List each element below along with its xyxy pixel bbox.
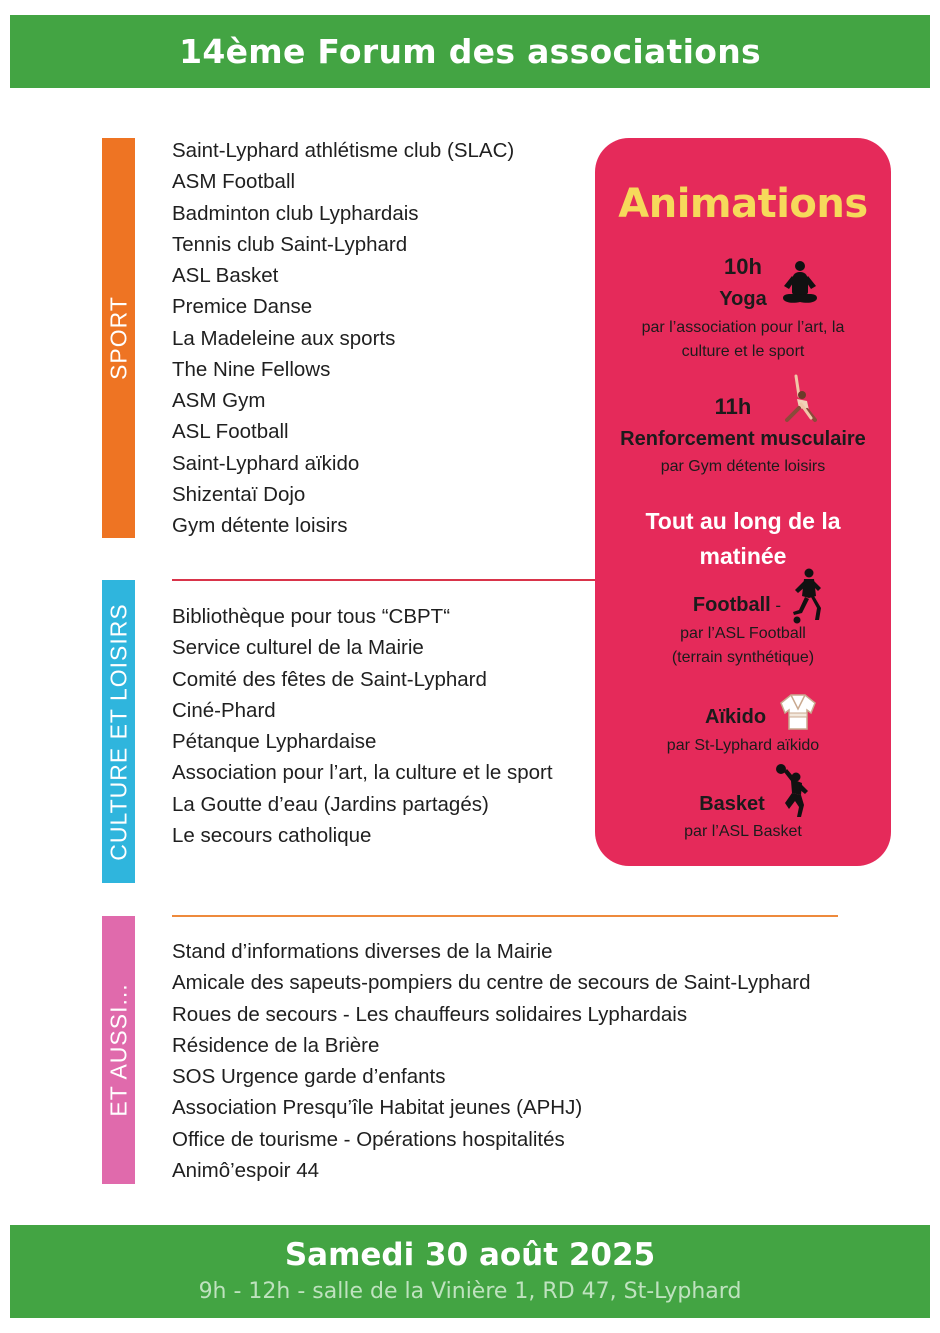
list-item: ASL Basket (172, 264, 279, 287)
renfo-time: 11h (714, 394, 752, 419)
list-item: ASL Football (172, 420, 289, 444)
list-item: Badminton club Lyphardais (172, 201, 419, 225)
yoga-by-2: culture et le sport (681, 343, 805, 360)
list-item: Association pour l’art, la culture et le sport (172, 761, 553, 785)
matinee-line-1: Tout au long de la (645, 508, 841, 534)
event-place: 9h - 12h - salle de la Vinière 1, RD 47, St-Lyphard (198, 1279, 742, 1304)
culture-label: CULTURE ET LOISIRS (105, 602, 131, 861)
list-item: Résidence de la Brière (172, 1033, 380, 1057)
list-item: SOS Urgence garde d’enfants (172, 1065, 446, 1088)
list-item: Office de tourisme - Opérations hospitalités (172, 1127, 565, 1151)
list-item: Le secours catholique (172, 823, 372, 847)
page-title: 14ème Forum des associations (179, 32, 761, 71)
aussi-section-tab (102, 916, 135, 1184)
matinee-line-2: matinée (699, 543, 787, 569)
football-dash: - (770, 596, 782, 615)
football-name: Football (692, 594, 771, 616)
football-by-1: par l’ASL Football (680, 625, 806, 642)
list-item: Shizentaï Dojo (172, 482, 306, 506)
list-item: Stand d’informations diverses de la Mairie (172, 940, 553, 963)
culture-section-tab (102, 580, 135, 883)
basket-name: Basket (699, 793, 765, 815)
yoga-by-1: par l’association pour l’art, la (641, 319, 845, 336)
list-item: Saint-Lyphard aïkido (172, 451, 360, 475)
culture-list (172, 604, 553, 854)
list-item: Association Presqu’île Habitat jeunes (APHJ) (172, 1096, 583, 1120)
renfo-by: par Gym détente loisirs (660, 458, 826, 475)
list-item: Bibliothèque pour tous “CBPT“ (172, 605, 451, 628)
event-date: Samedi 30 août 2025 (284, 1237, 656, 1273)
list-item: Gym détente loisirs (172, 514, 348, 537)
list-item: Service culturel de la Mairie (172, 636, 424, 660)
list-item: Comité des fêtes de Saint-Lyphard (172, 667, 487, 691)
sport-label: SPORT (105, 296, 131, 380)
sport-section-tab (102, 138, 135, 538)
aussi-label: ET AUSSI... (105, 983, 131, 1117)
football-title (583, 594, 891, 617)
header-banner (10, 15, 930, 88)
list-item: Saint-Lyphard athlétisme club (SLAC) (172, 139, 515, 162)
aikido-name: Aïkido (704, 706, 767, 728)
list-item: Tennis club Saint-Lyphard (172, 232, 408, 256)
list-item: Animô’espoir 44 (172, 1158, 319, 1182)
animations-panel (595, 138, 891, 866)
list-item: Roues de secours - Les chauffeurs solidaires Lyphardais (172, 1002, 688, 1026)
stretch-icon (781, 374, 817, 424)
aussi-list (172, 939, 811, 1189)
aikido-by: par St-Lyphard aïkido (666, 737, 820, 754)
list-item: La Madeleine aux sports (172, 326, 396, 350)
football-by-2: (terrain synthétique) (671, 649, 815, 666)
animations-title: Animations (618, 181, 868, 227)
list-item: La Goutte d’eau (Jardins partagés) (172, 792, 489, 816)
yoga-name: Yoga (719, 288, 767, 310)
section-divider (172, 579, 597, 581)
list-item: Premice Danse (172, 295, 313, 319)
yoga-time: 10h (724, 254, 762, 279)
list-item: ASM Football (172, 170, 296, 194)
list-item: Pétanque Lyphardaise (172, 730, 377, 753)
list-item: Amicale des sapeuts-pompiers du centre de secours de Saint-Lyphard (172, 971, 811, 995)
basket-by: par l’ASL Basket (684, 823, 802, 840)
list-item: ASM Gym (172, 389, 266, 412)
list-item: Ciné-Phard (172, 698, 276, 722)
footer-banner (10, 1225, 930, 1318)
list-item: The Nine Fellows (172, 357, 331, 381)
renfo-name: Renforcement musculaire (620, 428, 866, 450)
section-divider (172, 915, 838, 917)
sport-list (172, 138, 514, 544)
